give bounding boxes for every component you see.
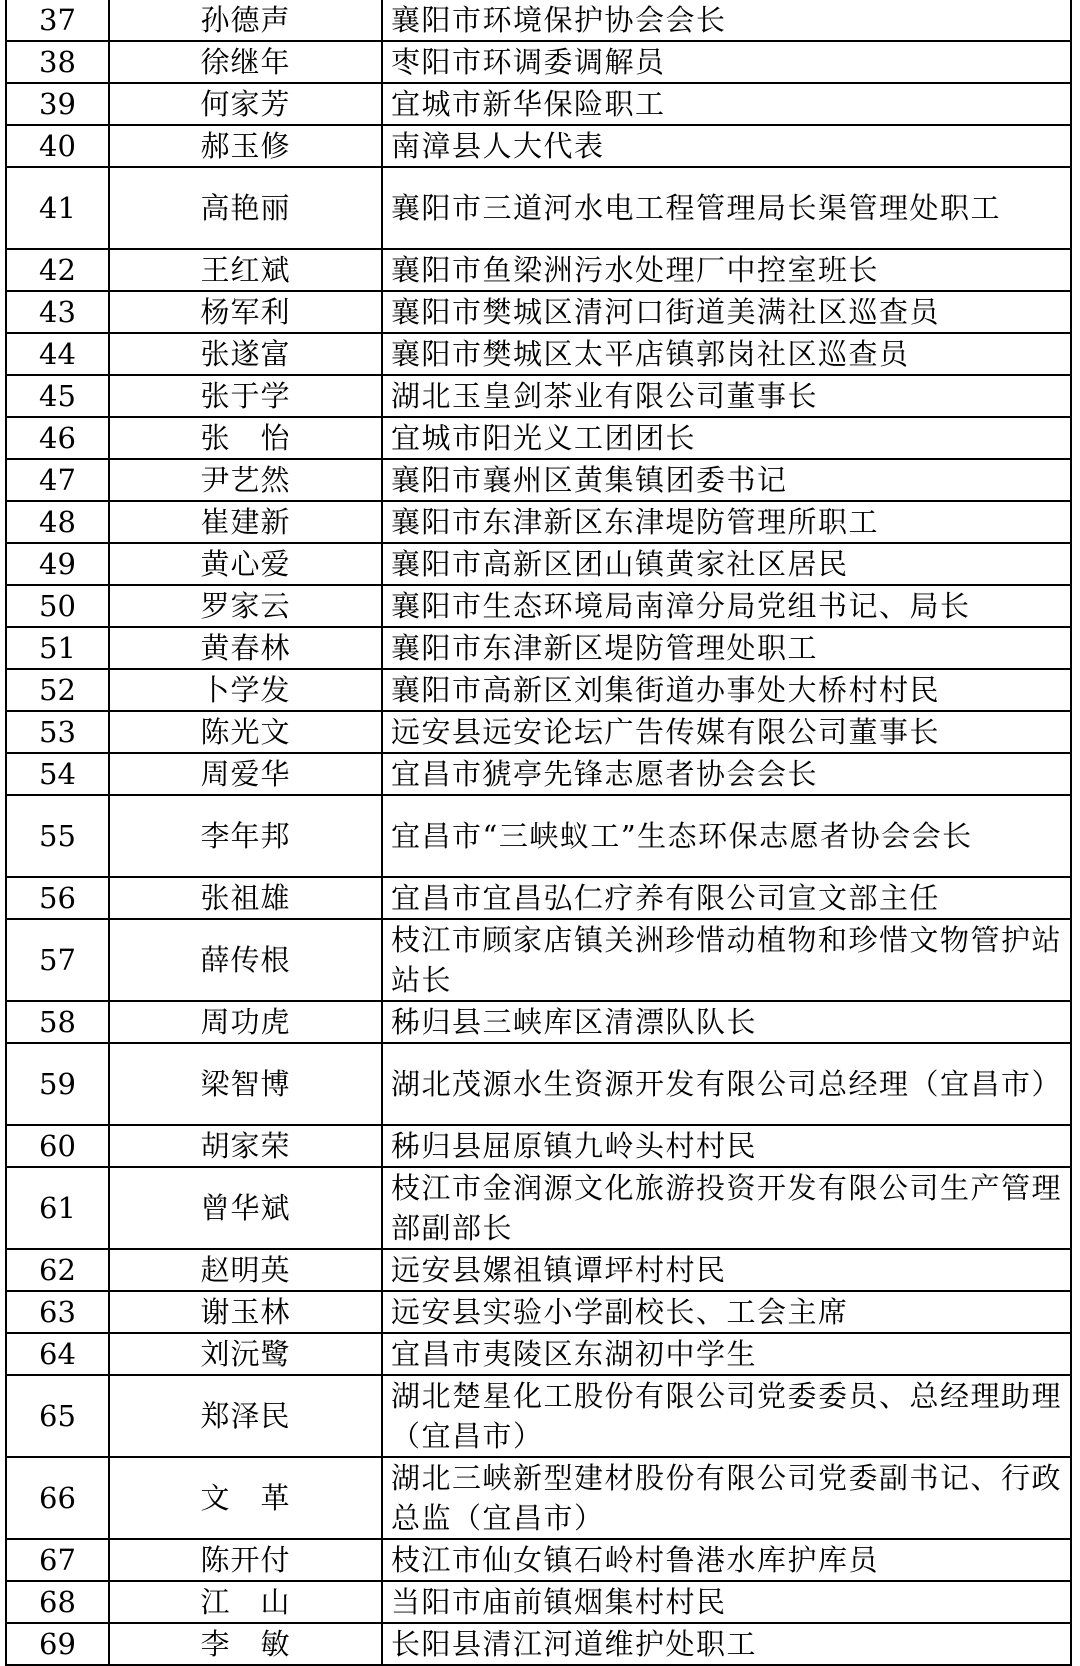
table-row: [6, 41, 1071, 83]
person-title: 枝江市仙女镇石岭村鲁港水库护库员: [382, 1539, 1071, 1581]
person-name: 文 革: [109, 1457, 382, 1539]
roster-table: [5, 0, 1072, 1666]
table-row: [6, 1539, 1071, 1581]
person-name: 陈开付: [109, 1539, 382, 1581]
person-title: 襄阳市高新区团山镇黄家社区居民: [382, 543, 1071, 585]
table-row: [6, 291, 1071, 333]
person-name: 罗家云: [109, 585, 382, 627]
row-number: 40: [6, 125, 109, 167]
person-name: 梁智博: [109, 1043, 382, 1125]
table-row: [6, 1125, 1071, 1167]
row-number: 63: [6, 1291, 109, 1333]
table-row: [6, 795, 1071, 877]
person-title: 宜昌市猇亭先锋志愿者协会会长: [382, 753, 1071, 795]
row-number: 62: [6, 1249, 109, 1291]
row-number: 51: [6, 627, 109, 669]
table-row: [6, 919, 1071, 1001]
person-name: 赵明英: [109, 1249, 382, 1291]
person-name: 黄心爱: [109, 543, 382, 585]
person-name: 李年邦: [109, 795, 382, 877]
person-title: 襄阳市东津新区东津堤防管理所职工: [382, 501, 1071, 543]
person-title: 襄阳市三道河水电工程管理局长渠管理处职工: [382, 167, 1071, 249]
person-name: 徐继年: [109, 41, 382, 83]
person-title: 远安县实验小学副校长、工会主席: [382, 1291, 1071, 1333]
row-number: 52: [6, 669, 109, 711]
person-title: 枝江市顾家店镇关洲珍惜动植物和珍惜文物管护站站长: [382, 919, 1071, 1001]
person-name: 江 山: [109, 1581, 382, 1623]
table-row: [6, 711, 1071, 753]
person-title: 湖北三峡新型建材股份有限公司党委副书记、行政总监（宜昌市）: [382, 1457, 1071, 1539]
table-row: [6, 375, 1071, 417]
person-name: 尹艺然: [109, 459, 382, 501]
person-name: 周功虎: [109, 1001, 382, 1043]
person-name: 崔建新: [109, 501, 382, 543]
person-title: 襄阳市樊城区清河口街道美满社区巡查员: [382, 291, 1071, 333]
row-number: 43: [6, 291, 109, 333]
table-row: [6, 167, 1071, 249]
person-title: 南漳县人大代表: [382, 125, 1071, 167]
person-name: 谢玉林: [109, 1291, 382, 1333]
table-row: [6, 1375, 1071, 1457]
person-name: 卜学发: [109, 669, 382, 711]
person-title: 当阳市庙前镇烟集村村民: [382, 1581, 1071, 1623]
row-number: 56: [6, 877, 109, 919]
row-number: 41: [6, 167, 109, 249]
row-number: 37: [6, 0, 109, 41]
table-row: [6, 1291, 1071, 1333]
row-number: 57: [6, 919, 109, 1001]
person-name: 黄春林: [109, 627, 382, 669]
person-title: 宜昌市宜昌弘仁疗养有限公司宣文部主任: [382, 877, 1071, 919]
row-number: 67: [6, 1539, 109, 1581]
row-number: 48: [6, 501, 109, 543]
table-row: [6, 1581, 1071, 1623]
row-number: 58: [6, 1001, 109, 1043]
person-name: 周爱华: [109, 753, 382, 795]
row-number: 61: [6, 1167, 109, 1249]
person-title: 襄阳市鱼梁洲污水处理厂中控室班长: [382, 249, 1071, 291]
person-title: 远安县嫘祖镇谭坪村村民: [382, 1249, 1071, 1291]
person-title: 宜城市新华保险职工: [382, 83, 1071, 125]
table-row: [6, 669, 1071, 711]
person-name: 张 怡: [109, 417, 382, 459]
person-name: 陈光文: [109, 711, 382, 753]
row-number: 50: [6, 585, 109, 627]
person-title: 秭归县三峡库区清漂队队长: [382, 1001, 1071, 1043]
row-number: 39: [6, 83, 109, 125]
table-row: [6, 1623, 1071, 1665]
person-title: 襄阳市东津新区堤防管理处职工: [382, 627, 1071, 669]
person-name: 高艳丽: [109, 167, 382, 249]
row-number: 69: [6, 1623, 109, 1665]
row-number: 66: [6, 1457, 109, 1539]
person-title: 宜昌市“三峡蚁工”生态环保志愿者协会会长: [382, 795, 1071, 877]
table-row: [6, 83, 1071, 125]
table-row: [6, 0, 1071, 41]
row-number: 60: [6, 1125, 109, 1167]
table-row: [6, 1001, 1071, 1043]
row-number: 49: [6, 543, 109, 585]
table-row: [6, 1457, 1071, 1539]
table-row: [6, 585, 1071, 627]
person-title: 襄阳市环境保护协会会长: [382, 0, 1071, 41]
person-title: 宜城市阳光义工团团长: [382, 417, 1071, 459]
person-title: 湖北楚星化工股份有限公司党委委员、总经理助理（宜昌市）: [382, 1375, 1071, 1457]
person-name: 何家芳: [109, 83, 382, 125]
table-row: [6, 543, 1071, 585]
table-row: [6, 627, 1071, 669]
row-number: 53: [6, 711, 109, 753]
person-title: 枣阳市环调委调解员: [382, 41, 1071, 83]
person-title: 秭归县屈原镇九岭头村村民: [382, 1125, 1071, 1167]
row-number: 45: [6, 375, 109, 417]
person-title: 襄阳市襄州区黄集镇团委书记: [382, 459, 1071, 501]
row-number: 64: [6, 1333, 109, 1375]
table-row: [6, 417, 1071, 459]
person-name: 李 敏: [109, 1623, 382, 1665]
person-name: 王红斌: [109, 249, 382, 291]
table-row: [6, 1333, 1071, 1375]
person-name: 郝玉修: [109, 125, 382, 167]
row-number: 59: [6, 1043, 109, 1125]
row-number: 54: [6, 753, 109, 795]
person-title: 襄阳市生态环境局南漳分局党组书记、局长: [382, 585, 1071, 627]
table-row: [6, 125, 1071, 167]
person-name: 郑泽民: [109, 1375, 382, 1457]
row-number: 44: [6, 333, 109, 375]
row-number: 47: [6, 459, 109, 501]
person-name: 孙德声: [109, 0, 382, 41]
table-row: [6, 1167, 1071, 1249]
row-number: 65: [6, 1375, 109, 1457]
row-number: 46: [6, 417, 109, 459]
row-number: 55: [6, 795, 109, 877]
person-title: 襄阳市樊城区太平店镇郭岗社区巡查员: [382, 333, 1071, 375]
person-title: 襄阳市高新区刘集街道办事处大桥村村民: [382, 669, 1071, 711]
table-row: [6, 753, 1071, 795]
person-name: 张遂富: [109, 333, 382, 375]
person-title: 远安县远安论坛广告传媒有限公司董事长: [382, 711, 1071, 753]
person-name: 杨军利: [109, 291, 382, 333]
table-row: [6, 877, 1071, 919]
table-row: [6, 459, 1071, 501]
person-name: 曾华斌: [109, 1167, 382, 1249]
person-name: 张于学: [109, 375, 382, 417]
person-name: 刘沅鹭: [109, 1333, 382, 1375]
table-row: [6, 501, 1071, 543]
person-name: 薛传根: [109, 919, 382, 1001]
person-title: 湖北茂源水生资源开发有限公司总经理（宜昌市）: [382, 1043, 1071, 1125]
person-title: 宜昌市夷陵区东湖初中学生: [382, 1333, 1071, 1375]
table-row: [6, 249, 1071, 291]
table-row: [6, 1249, 1071, 1291]
table-row: [6, 1043, 1071, 1125]
person-name: 张祖雄: [109, 877, 382, 919]
table-row: [6, 333, 1071, 375]
person-name: 胡家荣: [109, 1125, 382, 1167]
row-number: 68: [6, 1581, 109, 1623]
person-title: 湖北玉皇剑茶业有限公司董事长: [382, 375, 1071, 417]
person-title: 长阳县清江河道维护处职工: [382, 1623, 1071, 1665]
row-number: 38: [6, 41, 109, 83]
row-number: 42: [6, 249, 109, 291]
person-title: 枝江市金润源文化旅游投资开发有限公司生产管理部副部长: [382, 1167, 1071, 1249]
